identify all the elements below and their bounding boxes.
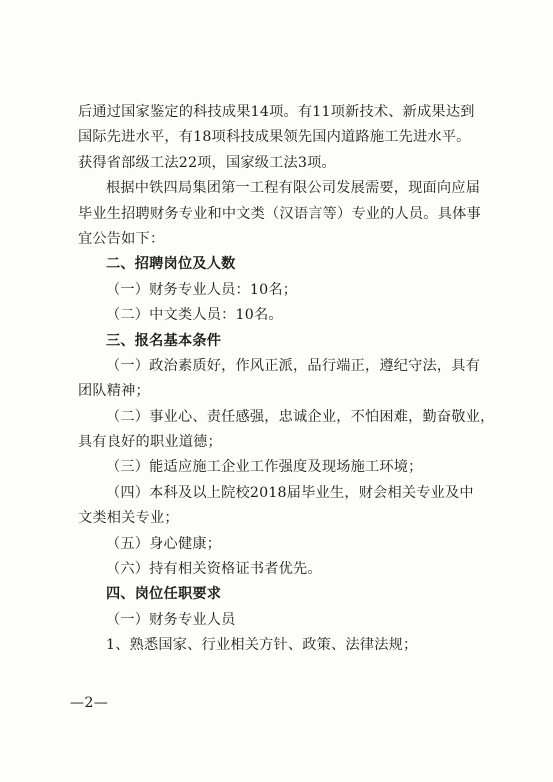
text-line-8: （一）财务专业人员：10名； [106,281,298,298]
text-line-21: （一）财务专业人员 [106,611,236,628]
text-line-4: 根据中铁四局集团第一工程有限公司发展需要，现面向应届 [106,180,481,197]
text-line-19: （六）持有相关资格证书者优先。 [106,561,322,578]
section-heading-conditions: 三、报名基本条件 [106,332,222,349]
text-line-18: （五）身心健康； [106,535,222,552]
text-line-14: 具有良好的职业道德； [78,434,222,451]
text-line-3: 获得省部级工法22项，国家级工法3项。 [78,154,336,171]
text-line-17: 文类相关专业； [78,510,179,527]
text-line-11: （一）政治素质好，作风正派，品行端正，遵纪守法，具有 [106,357,481,374]
text-line-22: 1、熟悉国家、行业相关方针、政策、法律法规； [106,637,418,654]
text-line-12: 团队精神； [78,383,150,400]
text-line-5: 毕业生招聘财务专业和中文类（汉语言等）专业的人员。具体事 [78,205,481,222]
text-line-1: 后通过国家鉴定的科技成果14项。有11项新技术、新成果达到 [78,104,475,120]
section-heading-requirements: 四、岗位任职要求 [106,586,222,603]
text-line-16: （四）本科及以上院校2018届毕业生，财会相关专业及中 [106,484,474,501]
text-line-13: （二）事业心、责任感强，忠诚企业，不怕困难，勤奋敬业， [106,408,495,425]
text-line-9: （二）中文类人员：10名。 [106,307,283,324]
document-body [78,100,508,659]
page-number: —2— [70,695,109,711]
section-heading-positions: 二、招聘岗位及人数 [106,256,236,273]
text-line-2: 国际先进水平，有18项科技成果领先国内道路施工先进水平。 [78,129,471,146]
text-line-6: 宜公告如下： [78,230,165,247]
text-line-15: （三）能适应施工企业工作强度及现场施工环境； [106,459,423,476]
